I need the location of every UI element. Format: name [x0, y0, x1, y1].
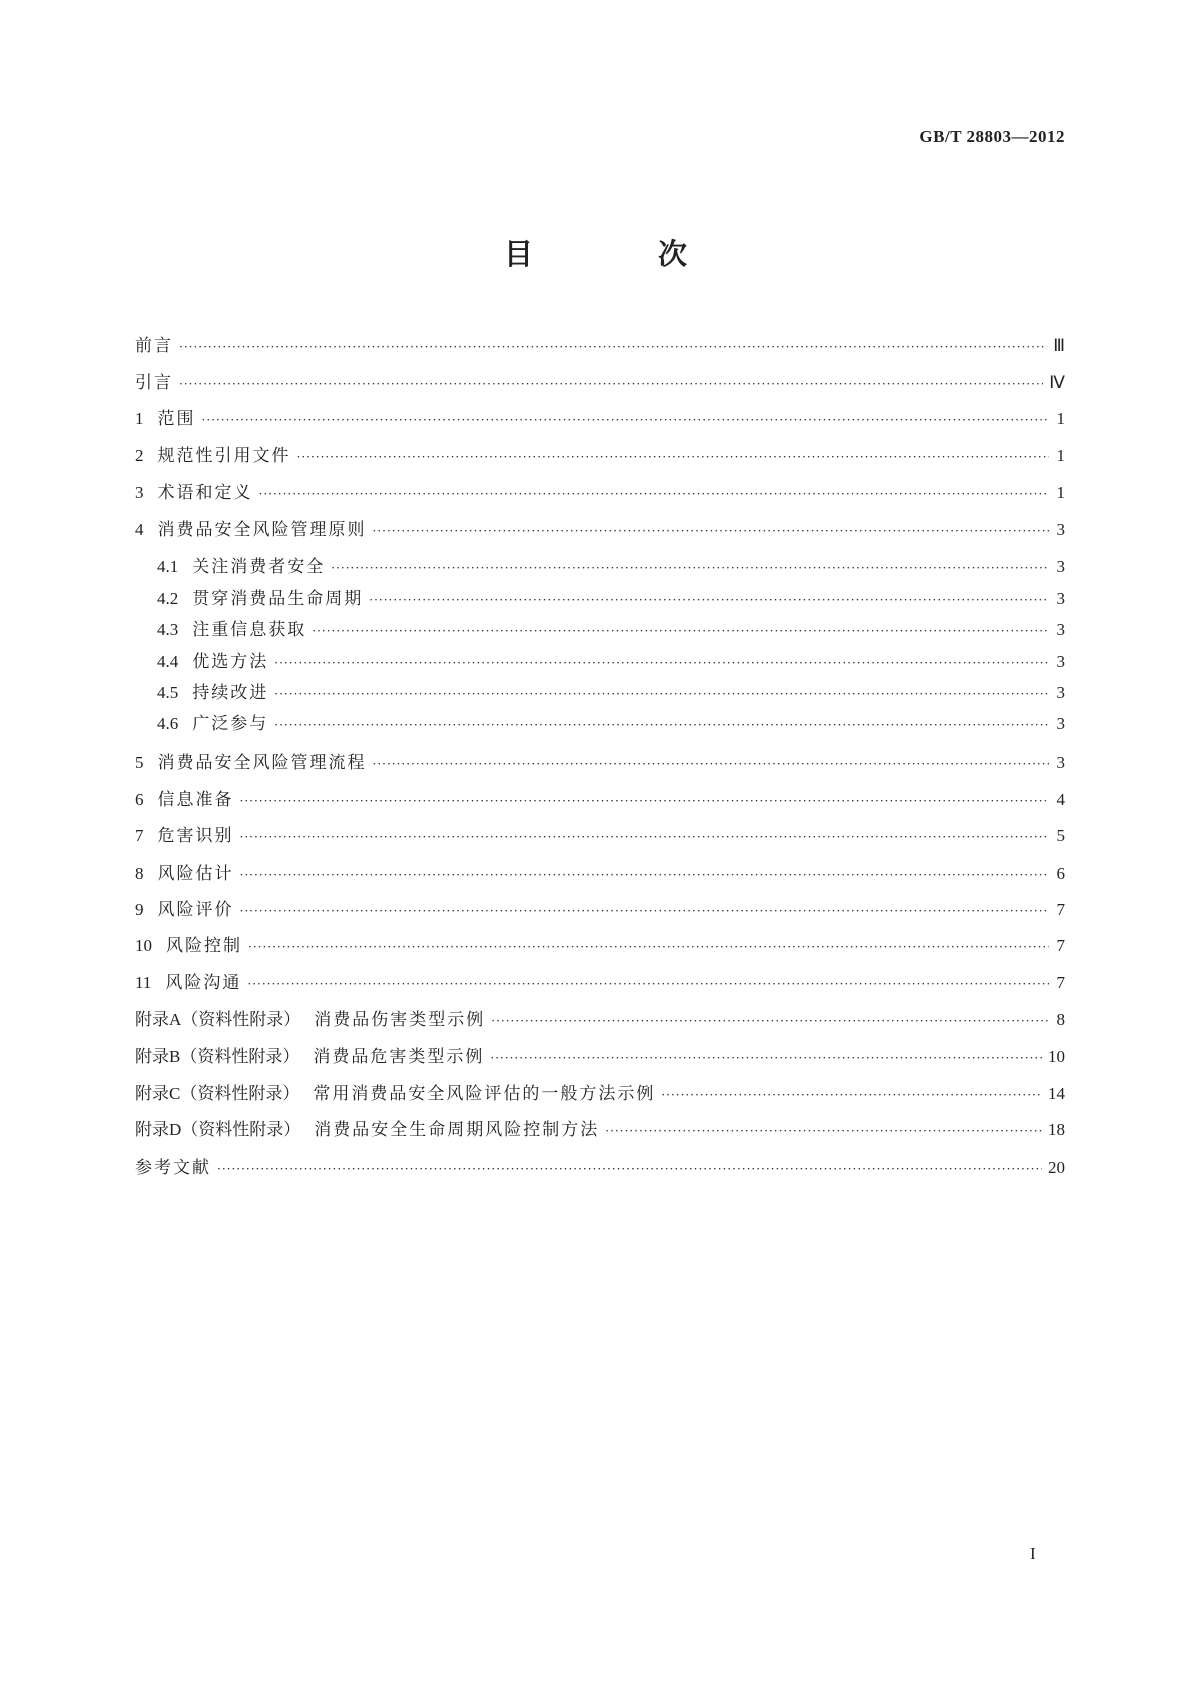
dot-leader — [217, 1159, 1042, 1179]
toc-entry[interactable] — [157, 711, 1065, 735]
toc-entry-number: 附录C（资料性附录） — [135, 1084, 300, 1103]
toc-entry-title: 注重信息获取 — [192, 620, 307, 640]
toc-entry-number: 4.1 — [157, 557, 179, 576]
toc-entry[interactable] — [135, 480, 1065, 504]
dot-leader — [240, 827, 1050, 847]
toc-entry-number: 7 — [135, 826, 144, 845]
dot-leader — [373, 754, 1050, 774]
toc-entry-page: 8 — [1056, 1010, 1065, 1029]
toc-entry-title: 消费品伤害类型示例 — [314, 1010, 486, 1030]
dot-leader — [179, 337, 1047, 357]
toc-entry-number: 3 — [135, 483, 144, 502]
toc-entry-number: 1 — [135, 409, 144, 428]
toc-entry-title: 消费品安全风险管理流程 — [157, 753, 367, 773]
toc-entry[interactable] — [135, 787, 1065, 811]
toc-entry-title: 信息准备 — [157, 790, 234, 810]
dot-leader — [491, 1011, 1049, 1031]
toc-entry[interactable] — [135, 897, 1065, 921]
toc-entry-page: 10 — [1048, 1047, 1065, 1066]
toc-entry-number: 11 — [135, 973, 152, 992]
toc-entry-number: 9 — [135, 900, 144, 919]
toc-entry-title: 引言 — [135, 373, 173, 393]
toc-entry-title: 消费品危害类型示例 — [313, 1047, 485, 1067]
toc-entry[interactable] — [135, 933, 1065, 957]
toc-entry-page: 1 — [1056, 483, 1065, 502]
toc-entry-title: 持续改进 — [192, 683, 269, 703]
toc-entry-page: 6 — [1056, 864, 1065, 883]
toc-entry-number: 4.5 — [157, 683, 179, 702]
dot-leader — [240, 901, 1050, 921]
toc-entry-title: 关注消费者安全 — [192, 557, 326, 577]
dot-leader — [369, 590, 1049, 610]
toc-entry-title: 贯穿消费品生命周期 — [192, 589, 364, 609]
toc-entry-title: 范围 — [157, 409, 196, 429]
dot-leader — [248, 937, 1049, 957]
toc-entry-number: 4 — [135, 520, 144, 539]
dot-leader — [297, 447, 1050, 467]
toc-entry-title: 广泛参与 — [192, 714, 269, 734]
dot-leader — [247, 974, 1049, 994]
toc-entry[interactable] — [135, 823, 1065, 847]
toc-entry[interactable] — [135, 406, 1065, 430]
toc-entry-page: 3 — [1056, 753, 1065, 772]
dot-leader — [240, 791, 1050, 811]
toc-entry-title: 常用消费品安全风险评估的一般方法示例 — [313, 1084, 656, 1104]
toc-entry-number: 4.3 — [157, 620, 179, 639]
dot-leader — [202, 410, 1050, 430]
dot-leader — [259, 484, 1050, 504]
toc-entry-title: 参考文献 — [135, 1158, 211, 1178]
toc-entry[interactable] — [135, 333, 1065, 357]
toc-entry-page: 3 — [1056, 683, 1065, 702]
toc-entry-page: 3 — [1056, 652, 1065, 671]
toc-entry-number: 4.6 — [157, 714, 179, 733]
toc-entry-title: 风险估计 — [157, 864, 234, 884]
page-number: I — [1030, 1544, 1036, 1563]
toc-entry-page: 7 — [1056, 900, 1065, 919]
toc-entry[interactable] — [157, 649, 1065, 673]
toc-entry-number: 6 — [135, 790, 144, 809]
toc-entry-number: 4.2 — [157, 589, 179, 608]
toc-entry-page: 20 — [1048, 1158, 1065, 1177]
toc-entry-number: 2 — [135, 446, 144, 465]
toc-entry-title: 消费品安全生命周期风险控制方法 — [314, 1120, 600, 1140]
toc-entry[interactable] — [135, 517, 1065, 541]
toc-entry-number: 4.4 — [157, 652, 179, 671]
toc-entry-page: 7 — [1056, 936, 1065, 955]
toc-entry[interactable] — [135, 970, 1065, 994]
toc-entry-page: 5 — [1056, 826, 1065, 845]
dot-leader — [274, 653, 1049, 673]
toc-entry[interactable] — [135, 1155, 1065, 1179]
toc-entry-page: 3 — [1056, 520, 1065, 539]
toc-entry-title: 前言 — [135, 336, 173, 356]
dot-leader — [274, 684, 1049, 704]
toc-entry-title: 消费品安全风险管理原则 — [157, 520, 367, 540]
dot-leader — [331, 558, 1049, 578]
standard-number: GB/T 28803—2012 — [919, 127, 1065, 146]
toc-entry[interactable] — [135, 750, 1065, 774]
toc-entry-title: 术语和定义 — [157, 483, 253, 503]
toc-entry-number: 附录A（资料性附录） — [135, 1010, 301, 1029]
toc-entry[interactable] — [157, 586, 1065, 610]
toc-entry-page: 18 — [1048, 1120, 1065, 1139]
toc-entry-title: 危害识别 — [157, 826, 234, 846]
toc-entry-number: 10 — [135, 936, 152, 955]
dot-leader — [490, 1048, 1042, 1068]
toc-entry-title: 风险评价 — [157, 900, 234, 920]
toc-entry[interactable] — [157, 554, 1065, 578]
toc-entry-page: 1 — [1056, 446, 1065, 465]
dot-leader — [179, 374, 1043, 394]
toc-entry-page: Ⅳ — [1049, 373, 1065, 392]
toc-entry[interactable] — [135, 1081, 1065, 1105]
dot-leader — [605, 1121, 1042, 1141]
toc-entry-number: 附录B（资料性附录） — [135, 1047, 300, 1066]
toc-entry[interactable] — [157, 617, 1065, 641]
toc-entry-page: 3 — [1056, 714, 1065, 733]
toc-entry-page: 7 — [1056, 973, 1065, 992]
toc-entry-title: 风险控制 — [166, 936, 242, 956]
toc-entry-page: 4 — [1056, 790, 1065, 809]
toc-entry-page: 3 — [1056, 620, 1065, 639]
toc-entry-title: 规范性引用文件 — [157, 446, 291, 466]
toc-entry[interactable] — [135, 861, 1065, 885]
toc-entry[interactable] — [135, 370, 1065, 394]
toc-entry-title: 优选方法 — [192, 652, 269, 672]
dot-leader — [312, 621, 1049, 641]
toc-entry-page: 1 — [1056, 409, 1065, 428]
toc-entry[interactable] — [135, 443, 1065, 467]
toc-entry[interactable] — [135, 1007, 1065, 1031]
dot-leader — [661, 1085, 1042, 1105]
toc-entry-number: 8 — [135, 864, 144, 883]
toc-entry[interactable] — [157, 680, 1065, 704]
toc-entry-number: 附录D（资料性附录） — [135, 1120, 301, 1139]
toc-entry-number: 5 — [135, 753, 144, 772]
toc-entry[interactable] — [135, 1044, 1065, 1068]
dot-leader — [274, 715, 1049, 735]
toc-entry-page: 3 — [1056, 589, 1065, 608]
toc-entry-page: 3 — [1056, 557, 1065, 576]
dot-leader — [240, 865, 1050, 885]
toc-entry-page: 14 — [1048, 1084, 1065, 1103]
toc-entry-page: Ⅲ — [1053, 336, 1065, 355]
toc-entry[interactable] — [135, 1117, 1065, 1141]
toc-entry-title: 风险沟通 — [165, 973, 242, 993]
dot-leader — [373, 521, 1050, 541]
page-title: 目 次 — [503, 237, 735, 271]
